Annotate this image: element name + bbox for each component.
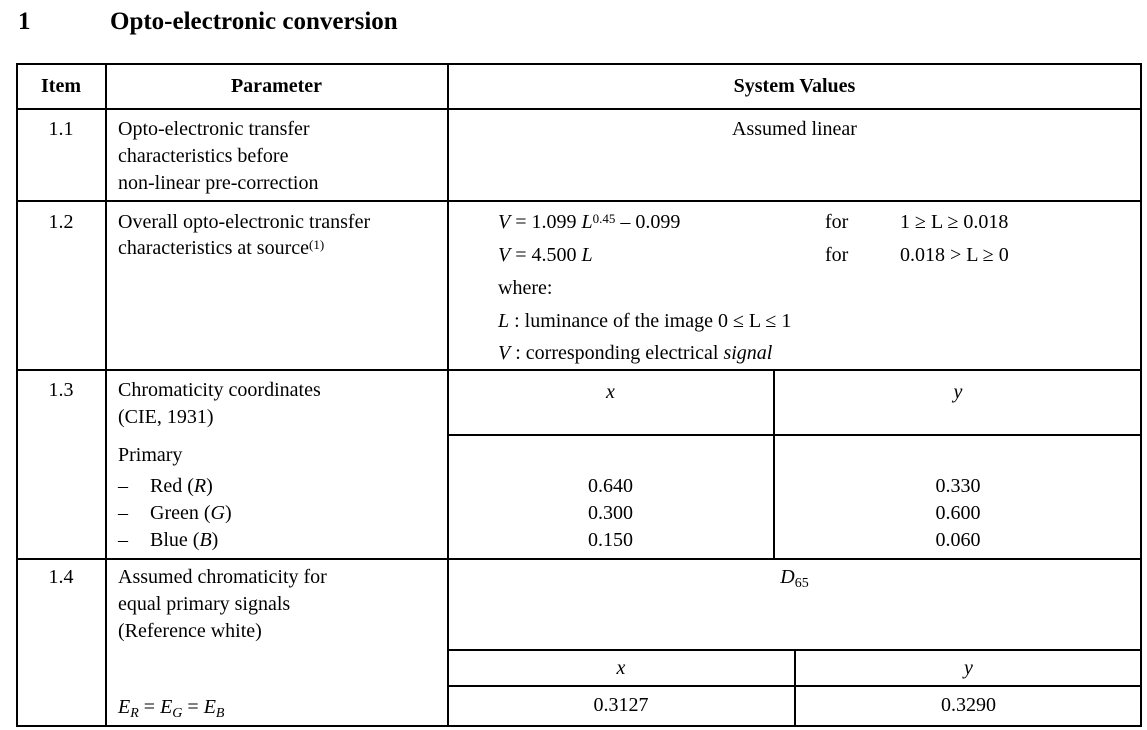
row-1-4-item: 1.4 [48,566,74,588]
primary-name: Green ( [150,502,211,524]
def-text: : luminance of the image 0 ≤ L ≤ 1 [509,310,792,332]
definition-l [498,308,791,335]
primary-green [118,500,232,527]
equation-2 [498,242,593,269]
eq-symbol: L [581,211,593,233]
illuminant-subscript: 65 [794,576,809,591]
eq-subscript: B [215,706,225,721]
section-title: Opto-electronic conversion [110,8,398,35]
row-1-1-param-line: characteristics before [118,145,289,167]
param-text: characteristics at source [118,237,310,259]
eq-symbol: L [581,244,593,266]
primary-name: Red ( [150,475,194,497]
row-1-1-item: 1.1 [48,118,74,140]
primary-label: Primary [118,444,183,466]
primary-red [118,473,213,500]
eq-text: = [138,696,161,718]
row-1-3-item: 1.3 [48,379,74,401]
eq-symbol: E [118,696,131,718]
row-1-1-param-line: non-linear pre-correction [118,172,319,194]
row-1-2-param-line [118,235,324,262]
row-1-4-param-line: Assumed chromaticity for [118,566,327,588]
eq-symbol: V [498,244,511,266]
primary-name: Blue ( [150,529,200,551]
eq-symbol: V [498,211,511,233]
header-item: Item [41,75,81,97]
blue-y-value: 0.060 [935,529,981,551]
green-y-value: 0.600 [935,502,981,524]
illuminant-d65 [448,564,1141,593]
list-dash: – [118,529,128,551]
row-1-1-param-line: Opto-electronic transfer [118,118,310,140]
eq-text: – 0.099 [615,211,681,233]
def-text: : corresponding electrical [510,342,724,364]
white-y-value: 0.3290 [941,694,996,716]
equation-2-range: 0.018 > L ≥ 0 [900,244,1009,266]
list-dash: – [118,502,128,524]
blue-x-value: 0.150 [588,529,633,551]
equation-1-for: for [825,211,849,233]
white-x-value: 0.3127 [593,694,649,716]
y-column-label: y [953,381,963,403]
eq-symbol: E [203,696,216,718]
row-rule [16,558,1142,560]
eq-subscript: R [130,706,139,721]
equal-signals-equation [118,694,224,723]
primary-symbol: R [193,475,207,497]
header-system-values: System Values [733,75,856,97]
def-symbol: V [498,342,511,364]
def-italic: signal [723,342,773,364]
row-1-2-param-line: Overall opto-electronic transfer [118,211,371,233]
row-1-4-param-line: (Reference white) [118,620,262,642]
red-y-value: 0.330 [935,475,981,497]
eq-text: = [182,696,204,718]
footnote-ref: (1) [309,237,325,252]
eq-text: = 1.099 [510,211,582,233]
section-number: 1 [18,8,31,35]
table-border-bottom [16,725,1142,727]
row-rule [447,434,1142,436]
eq-exponent: 0.45 [592,211,616,226]
list-dash: – [118,475,128,497]
primary-blue [118,527,219,554]
def-symbol: L [498,310,510,332]
white-x-label: x [616,657,626,679]
row-1-3-param-line: (CIE, 1931) [118,406,214,428]
header-rule [16,108,1142,110]
illuminant-letter: D [780,566,795,588]
primary-close: ) [211,529,219,551]
red-x-value: 0.640 [588,475,633,497]
specification-table [16,63,1142,727]
equation-1 [498,209,680,236]
primary-symbol: B [199,529,212,551]
green-x-value: 0.300 [588,502,633,524]
x-column-label: x [606,381,615,403]
primary-close: ) [224,502,232,524]
equation-1-range: 1 ≥ L ≥ 0.018 [900,211,1009,233]
eq-subscript: G [172,706,183,721]
table-border-top [16,63,1142,65]
row-rule [16,200,1142,202]
row-1-3-param-line: Chromaticity coordinates [118,379,321,401]
row-1-4-param-line: equal primary signals [118,593,291,615]
white-y-label: y [964,657,973,679]
row-rule [16,369,1142,371]
equation-2-for: for [825,244,849,266]
header-parameter: Parameter [230,75,323,97]
row-1-1-value: Assumed linear [732,118,857,140]
eq-text: = 4.500 [510,244,582,266]
where-label: where: [498,277,553,299]
eq-symbol: E [160,696,173,718]
primary-symbol: G [210,502,225,524]
primary-close: ) [206,475,213,497]
row-1-2-item: 1.2 [48,211,74,233]
definition-v [498,340,772,367]
